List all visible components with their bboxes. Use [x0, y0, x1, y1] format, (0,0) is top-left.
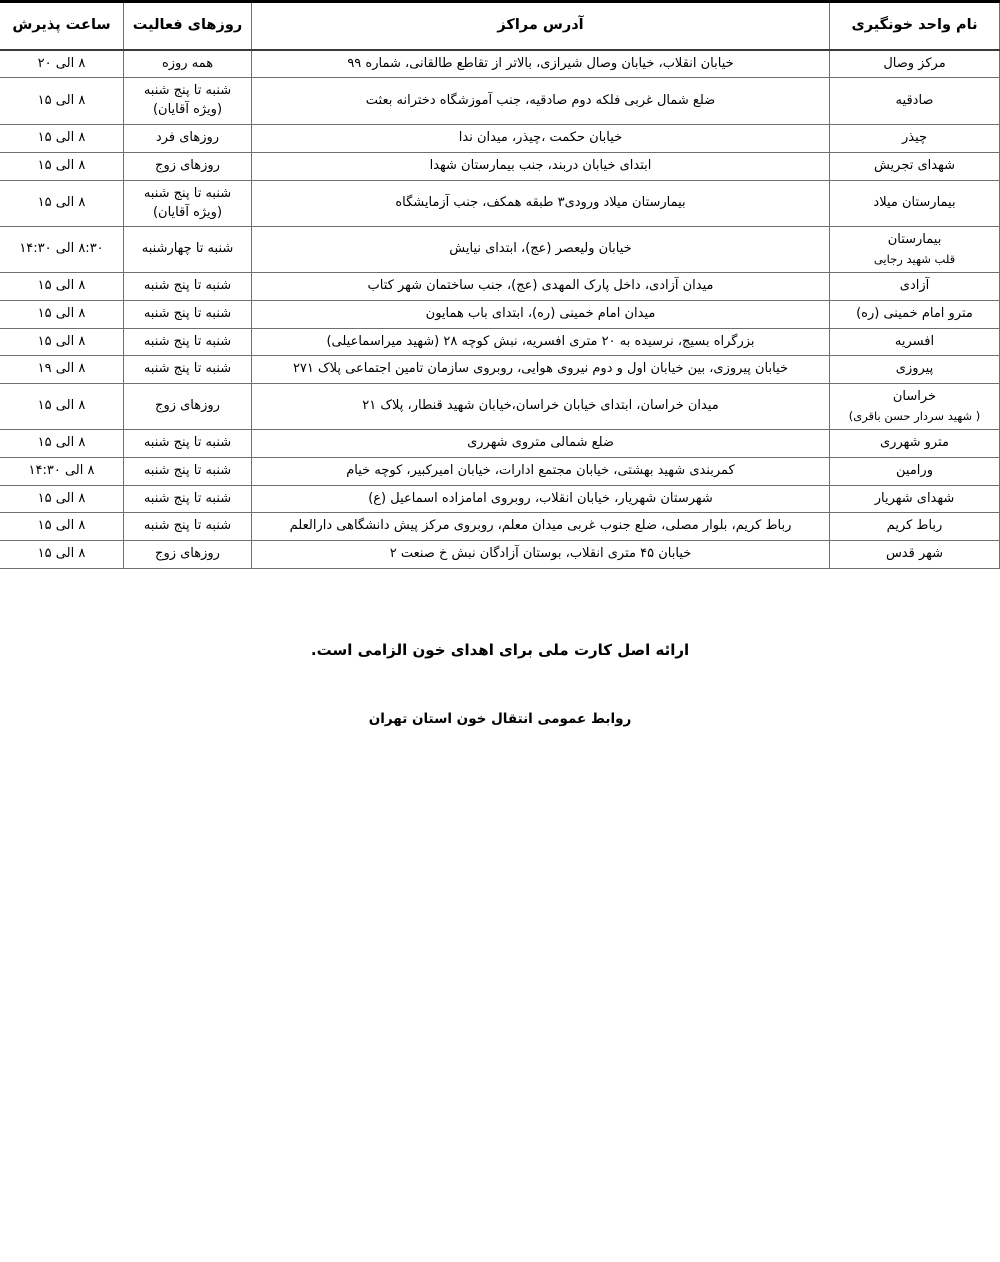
cell-reception-hours: ۸ الی ۱۹: [0, 356, 124, 384]
table-row: [0, 227, 1000, 273]
table-row: [0, 78, 1000, 125]
cell-activity-days: [124, 384, 252, 430]
cell-center-name: [830, 429, 1000, 457]
cell-center-address: خیابان پیروزی، بین خیابان اول و دوم نیروی هوایی، روبروی سازمان تامین اجتماعی پلاک ۲۷۱: [252, 356, 830, 384]
cell-center-address: میدان خراسان، ابتدای خیابان خراسان،خیابان شهید قنطار، پلاک ۲۱: [252, 384, 830, 430]
table-row: [0, 513, 1000, 541]
activity-days-primary: شنبه تا پنج شنبه: [143, 333, 232, 349]
cell-center-address: بیمارستان میلاد ورودی۳ طبقه همکف، جنب آزمایشگاه: [252, 180, 830, 227]
table-body: [0, 50, 1000, 569]
activity-days-primary: روزهای زوج: [155, 157, 220, 173]
cell-activity-days: [124, 125, 252, 153]
cell-center-address: بزرگراه بسیج، نرسیده به ۲۰ متری افسریه، نبش کوچه ۲۸ (شهید میراسماعیلی): [252, 328, 830, 356]
cell-reception-hours: ۸ الی ۱۵: [0, 384, 124, 430]
cell-center-address: خیابان ولیعصر (عج)، ابتدای نیایش: [252, 227, 830, 273]
cell-activity-days: [124, 485, 252, 513]
cell-center-name: [830, 272, 1000, 300]
table-row: [0, 50, 1000, 78]
cell-activity-days: [124, 227, 252, 273]
table-row: [0, 125, 1000, 153]
activity-days-primary: شنبه تا پنج شنبه: [143, 185, 232, 201]
cell-center-name: [830, 180, 1000, 227]
table-row: [0, 272, 1000, 300]
cell-center-name: [830, 384, 1000, 430]
cell-center-name: [830, 356, 1000, 384]
table-row: [0, 300, 1000, 328]
center-name-primary: مترو شهرری: [880, 434, 949, 450]
center-name-primary: ورامین: [896, 462, 933, 478]
footer: [0, 641, 1000, 727]
center-name-primary: آزادی: [899, 277, 930, 293]
activity-days-primary: روزهای فرد: [155, 130, 220, 146]
cell-center-name: [830, 227, 1000, 273]
center-name-primary: بیمارستان: [887, 232, 942, 248]
cell-reception-hours: ۸ الی ۱۵: [0, 125, 124, 153]
cell-reception-hours: ۸ الی ۲۰: [0, 50, 124, 78]
activity-days-primary: شنبه تا پنج شنبه: [143, 305, 232, 321]
cell-center-name: [830, 328, 1000, 356]
cell-center-name: [830, 541, 1000, 569]
center-name-primary: شهر قدس: [885, 546, 944, 562]
cell-center-address: میدان امام خمینی (ره)، ابتدای باب همایون: [252, 300, 830, 328]
cell-reception-hours: ۸ الی ۱۵: [0, 78, 124, 125]
activity-days-primary: روزهای زوج: [155, 546, 220, 562]
activity-days-primary: شنبه تا پنج شنبه: [143, 462, 232, 478]
cell-activity-days: [124, 356, 252, 384]
cell-activity-days: [124, 513, 252, 541]
table-header-row: [0, 2, 1000, 50]
cell-reception-hours: ۸ الی ۱۵: [0, 429, 124, 457]
table-row: [0, 180, 1000, 227]
cell-activity-days: [124, 78, 252, 125]
activity-days-primary: شنبه تا پنج شنبه: [143, 83, 232, 99]
cell-activity-days: [124, 328, 252, 356]
table-header: [0, 2, 1000, 50]
activity-days-note: (ویژه آقایان): [152, 102, 223, 118]
center-name-primary: بیمارستان میلاد: [873, 195, 956, 211]
cell-center-name: [830, 78, 1000, 125]
activity-days-primary: شنبه تا پنج شنبه: [143, 490, 232, 506]
cell-reception-hours: ۸ الی ۱۵: [0, 541, 124, 569]
cell-center-address: شهرستان شهریار، خیابان انقلاب، روبروی امامزاده اسماعیل (ع): [252, 485, 830, 513]
table-row: [0, 541, 1000, 569]
cell-reception-hours: ۸ الی ۱۴:۳۰: [0, 457, 124, 485]
center-name-primary: صادقیه: [895, 92, 934, 108]
cell-reception-hours: ۸ الی ۱۵: [0, 328, 124, 356]
cell-center-name: [830, 485, 1000, 513]
cell-activity-days: [124, 429, 252, 457]
cell-center-name: [830, 125, 1000, 153]
activity-days-primary: همه روزه: [161, 55, 214, 71]
center-name-primary: افسریه: [894, 333, 935, 349]
cell-center-address: ضلع شمال غربی فلکه دوم صادقیه، جنب آموزشگاه دخترانه بعثت: [252, 78, 830, 125]
footer-note: ارائه اصل کارت ملی برای اهدای خون الزامی است.: [310, 641, 690, 660]
activity-days-primary: شنبه تا چهارشنبه: [141, 241, 234, 257]
cell-activity-days: [124, 541, 252, 569]
column-header-name: نام واحد خونگیری: [830, 2, 1000, 50]
cell-activity-days: [124, 272, 252, 300]
cell-center-name: [830, 513, 1000, 541]
cell-center-name: [830, 300, 1000, 328]
cell-activity-days: [124, 300, 252, 328]
blood-donation-centers-table: [0, 0, 1000, 569]
center-name-primary: پیروزی: [895, 361, 934, 377]
cell-activity-days: [124, 180, 252, 227]
activity-days-primary: شنبه تا پنج شنبه: [143, 518, 232, 534]
activity-days-note: (ویژه آقایان): [152, 204, 223, 220]
table-row: [0, 328, 1000, 356]
activity-days-primary: روزهای زوج: [155, 398, 220, 414]
cell-activity-days: [124, 152, 252, 180]
cell-center-name: [830, 50, 1000, 78]
center-name-primary: شهدای تجریش: [873, 157, 955, 173]
center-name-primary: مرکز وصال: [883, 55, 946, 71]
table-row: [0, 356, 1000, 384]
cell-reception-hours: ۸ الی ۱۵: [0, 152, 124, 180]
cell-center-name: [830, 457, 1000, 485]
cell-reception-hours: ۸ الی ۱۵: [0, 180, 124, 227]
center-name-secondary: قلب شهید رجایی: [873, 252, 956, 267]
cell-activity-days: [124, 50, 252, 78]
cell-center-name: [830, 152, 1000, 180]
activity-days-primary: شنبه تا پنج شنبه: [143, 277, 232, 293]
cell-center-address: کمربندی شهید بهشتی، خیابان مجتمع ادارات، خیابان امیرکبیر، کوچه خیام: [252, 457, 830, 485]
cell-center-address: ابتدای خیابان دربند، جنب بیمارستان شهدا: [252, 152, 830, 180]
center-name-primary: چیذر: [901, 130, 928, 146]
table-row: [0, 485, 1000, 513]
column-header-hours: ساعت پذیرش: [0, 2, 124, 50]
column-header-days: روزهای فعالیت: [124, 2, 252, 50]
table-row: [0, 429, 1000, 457]
table-row: [0, 384, 1000, 430]
cell-activity-days: [124, 457, 252, 485]
center-name-primary: خراسان: [892, 389, 937, 405]
cell-center-address: خیابان انقلاب، خیابان وصال شیرازی، بالاتر از تقاطع طالقانی، شماره ۹۹: [252, 50, 830, 78]
center-name-primary: شهدای شهریار: [874, 490, 955, 506]
activity-days-primary: شنبه تا پنج شنبه: [143, 434, 232, 450]
cell-reception-hours: ۸ الی ۱۵: [0, 513, 124, 541]
cell-reception-hours: ۸ الی ۱۵: [0, 272, 124, 300]
cell-center-address: رباط کریم، بلوار مصلی، ضلع جنوب غربی میدان معلم، روبروی مرکز پیش دانشگاهی دارالعلم: [252, 513, 830, 541]
center-name-primary: رباط کریم: [886, 518, 943, 534]
cell-reception-hours: ۸ الی ۱۵: [0, 485, 124, 513]
center-name-primary: مترو امام خمینی (ره): [856, 305, 973, 321]
activity-days-primary: شنبه تا پنج شنبه: [143, 361, 232, 377]
cell-center-address: خیابان ۴۵ متری انقلاب، بوستان آزادگان نبش خ صنعت ۲: [252, 541, 830, 569]
center-name-secondary: ( شهید سردار حسن باقری): [848, 409, 981, 424]
column-header-address: آدرس مراکز: [252, 2, 830, 50]
table-row: [0, 457, 1000, 485]
cell-center-address: میدان آزادی، داخل پارک المهدی (عج)، جنب ساختمان شهر کتاب: [252, 272, 830, 300]
cell-reception-hours: ۸ الی ۱۵: [0, 300, 124, 328]
footer-organization: روابط عمومی انتقال خون استان تهران: [368, 711, 632, 728]
cell-center-address: ضلع شمالی متروی شهرری: [252, 429, 830, 457]
table-row: [0, 152, 1000, 180]
cell-center-address: خیابان حکمت ،چیذر، میدان ندا: [252, 125, 830, 153]
cell-reception-hours: ۸:۳۰ الی ۱۴:۳۰: [0, 227, 124, 273]
